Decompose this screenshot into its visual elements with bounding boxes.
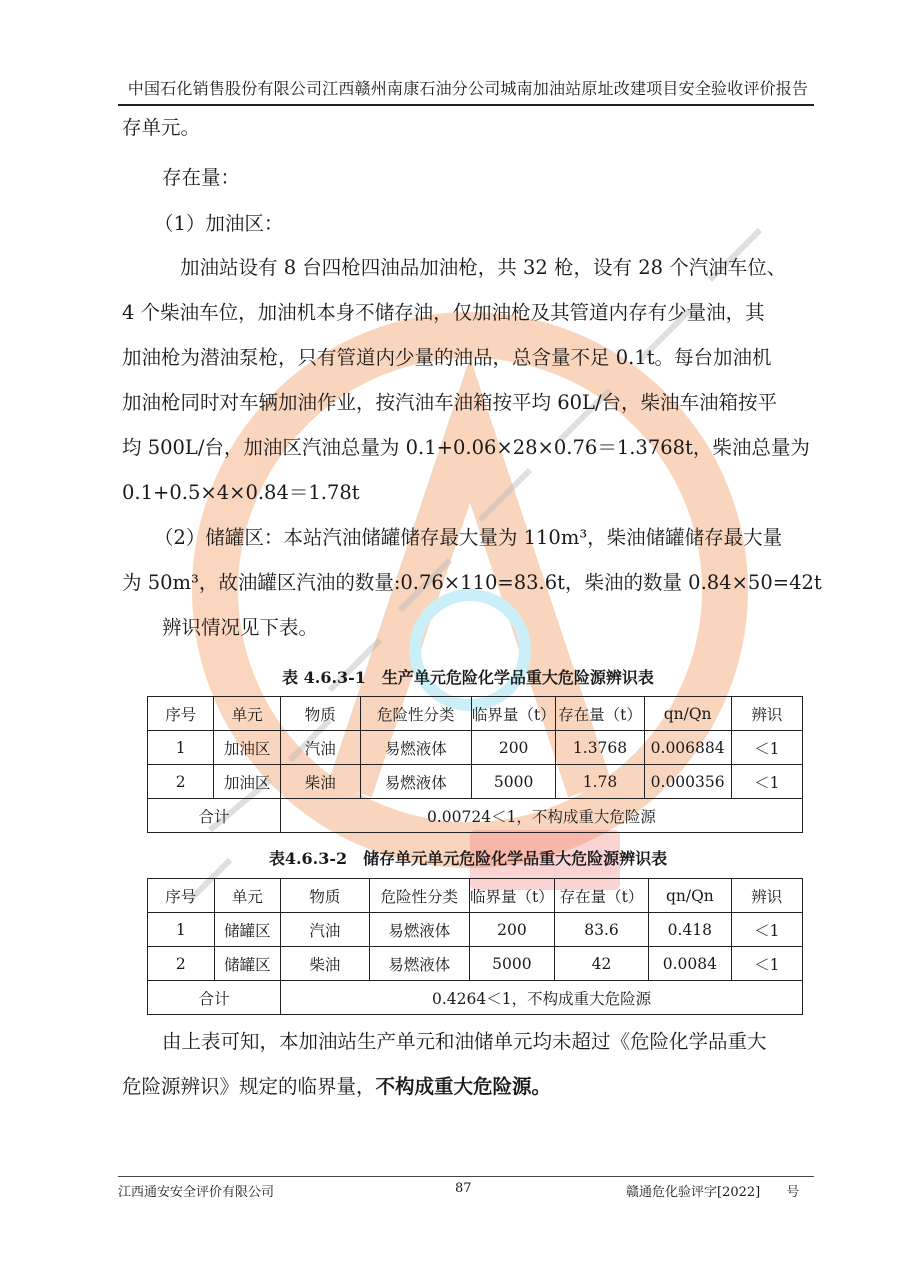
document-header-title: 中国石化销售股份有限公司江西赣州南康石油分公司城南加油站原址改建项目安全验收评价报告 xyxy=(127,79,809,98)
paragraph-fueling-area-heading: （1）加油区： xyxy=(154,212,284,235)
table1-header-row xyxy=(148,697,803,731)
footer-doc-number: 赣通危化验评字[2022] 号 xyxy=(626,1185,800,1200)
table1-header-cell: 辨识 xyxy=(731,697,802,731)
table1-cell: 柴油 xyxy=(280,765,360,799)
table2-header-cell: 存在量（t） xyxy=(554,879,648,913)
table1-header-cell: 单元 xyxy=(214,697,280,731)
table1-header-cell: 物质 xyxy=(280,697,360,731)
table2-cell: 0.0084 xyxy=(649,947,731,981)
table2-storage-unit xyxy=(147,878,803,1015)
table1-total-value: 0.00724＜1，不构成重大危险源 xyxy=(280,799,802,833)
table1-cell: 1.3768 xyxy=(556,731,644,765)
table1-cell: 汽油 xyxy=(280,731,360,765)
footer-page-number: 87 xyxy=(455,1181,472,1196)
table2-cell: 1 xyxy=(148,913,215,947)
paragraph-conclusion-line-1: 由上表可知，本加油站生产单元和油储单元均未超过《危险化学品重大 xyxy=(162,1030,767,1053)
paragraph-tank-line-1: （2）储罐区：本站汽油储罐储存最大量为 110m³，柴油储罐储存最大量 xyxy=(154,526,783,549)
table1-cell: 0.006884 xyxy=(644,731,731,765)
table1-cell: 5000 xyxy=(471,765,556,799)
paragraph-continuation: 存单元。 xyxy=(122,116,201,139)
footer-divider xyxy=(118,1176,814,1177)
table2-cell: 柴油 xyxy=(281,947,369,981)
table2-cell: 0.418 xyxy=(649,913,731,947)
table2-header-cell: 辨识 xyxy=(731,879,802,913)
table2-cell: ＜1 xyxy=(731,947,802,981)
table1-cell: 0.000356 xyxy=(644,765,731,799)
table-row xyxy=(148,913,803,947)
table2-header-row xyxy=(148,879,803,913)
table2-header-cell: 单元 xyxy=(214,879,281,913)
table2-total-label: 合计 xyxy=(148,981,281,1015)
table1-cell: ＜1 xyxy=(731,731,802,765)
paragraph-existing-quantity: 存在量： xyxy=(162,166,241,189)
table2-header-cell: 危险性分类 xyxy=(369,879,469,913)
table1-total-label: 合计 xyxy=(148,799,281,833)
table2-cell: 汽油 xyxy=(281,913,369,947)
conclusion-emphasis: 不构成重大危险源。 xyxy=(375,1075,552,1098)
table2-cell: 42 xyxy=(554,947,648,981)
table1-cell: 易燃液体 xyxy=(360,731,471,765)
table2-total-row xyxy=(148,981,803,1015)
table1-caption: 表 4.6.3-1 生产单元危险化学品重大危险源辨识表 xyxy=(282,668,654,687)
table2-header-cell: 序号 xyxy=(148,879,215,913)
paragraph-see-table: 辨识情况见下表。 xyxy=(162,616,319,639)
table1-cell: 200 xyxy=(471,731,556,765)
table2-cell: 2 xyxy=(148,947,215,981)
table1-total-row xyxy=(148,799,803,833)
paragraph-fueling-line-3: 加油枪为潜油泵枪，只有管道内少量的油品，总含量不足 0.1t。每台加油机 xyxy=(122,346,772,369)
paragraph-fueling-line-1: 加油站设有 8 台四枪四油品加油枪，共 32 枪，设有 28 个汽油车位、 xyxy=(180,256,787,279)
table1-cell: 易燃液体 xyxy=(360,765,471,799)
table2-header-cell: 临界量（t） xyxy=(470,879,555,913)
table2-cell: 易燃液体 xyxy=(369,947,469,981)
table2-header-cell: 物质 xyxy=(281,879,369,913)
paragraph-conclusion-line-2 xyxy=(122,1065,814,1108)
table2-cell: 5000 xyxy=(470,947,555,981)
table1-header-cell: 临界量（t） xyxy=(471,697,556,731)
table-row xyxy=(148,731,803,765)
table2-total-value: 0.4264＜1，不构成重大危险源 xyxy=(281,981,803,1015)
table2-cell: 易燃液体 xyxy=(369,913,469,947)
paragraph-tank-line-2: 为 50m³，故油罐区汽油的数量:0.76×110=83.6t，柴油的数量 0.84×50=42t xyxy=(122,571,822,594)
table1-header-cell: 序号 xyxy=(148,697,214,731)
paragraph-fueling-line-2: 4 个柴油车位，加油机本身不储存油，仅加油枪及其管道内存有少量油，其 xyxy=(122,301,765,324)
paragraph-fueling-line-5: 均 500L/台，加油区汽油总量为 0.1+0.06×28×0.76＝1.3768t，柴油总量为 xyxy=(122,436,810,459)
table1-cell: 1 xyxy=(148,731,214,765)
table-row xyxy=(148,765,803,799)
table2-header-cell: qn/Qn xyxy=(649,879,731,913)
table2-cell: ＜1 xyxy=(731,913,802,947)
table2-cell: 储罐区 xyxy=(214,913,281,947)
table-row xyxy=(148,947,803,981)
conclusion-text: 危险源辨识》规定的临界量， xyxy=(122,1075,376,1098)
table1-header-cell: qn/Qn xyxy=(644,697,731,731)
table1-cell: ＜1 xyxy=(731,765,802,799)
table1-cell: 1.78 xyxy=(556,765,644,799)
table1-cell: 2 xyxy=(148,765,214,799)
paragraph-fueling-line-6: 0.1+0.5×4×0.84＝1.78t xyxy=(122,481,360,504)
table1-header-cell: 危险性分类 xyxy=(360,697,471,731)
footer-company: 江西通安安全评价有限公司 xyxy=(118,1185,275,1200)
table1-cell: 加油区 xyxy=(214,731,280,765)
table1-cell: 加油区 xyxy=(214,765,280,799)
table2-caption: 表4.6.3-2 储存单元单元危险化学品重大危险源辨识表 xyxy=(268,849,668,868)
table2-cell: 储罐区 xyxy=(214,947,281,981)
table1-header-cell: 存在量（t） xyxy=(556,697,644,731)
table2-cell: 200 xyxy=(470,913,555,947)
table1-production-unit xyxy=(147,696,803,833)
table2-cell: 83.6 xyxy=(554,913,648,947)
paragraph-fueling-line-4: 加油枪同时对车辆加油作业，按汽油车油箱按平均 60L/台，柴油车油箱按平 xyxy=(122,391,778,414)
